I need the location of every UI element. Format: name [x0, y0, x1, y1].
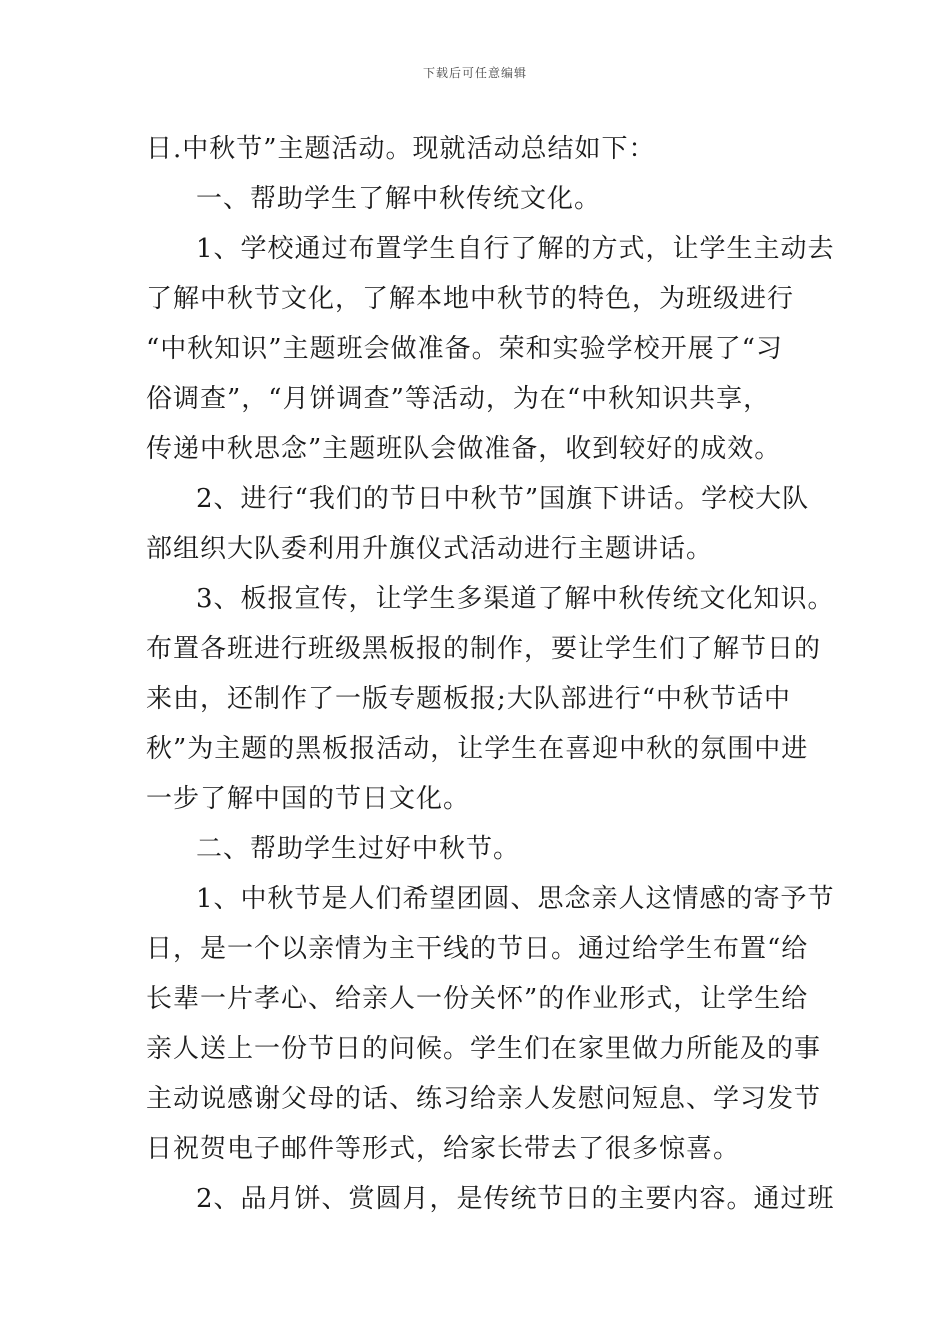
- text-line: 日.中秋节”主题活动。现就活动总结如下：: [146, 134, 656, 164]
- page-header: 下载后可任意编辑: [422, 66, 527, 80]
- text-line: 一、帮助学生了解中秋传统文化。: [196, 184, 602, 214]
- text-line: 二、帮助学生过好中秋节。: [196, 834, 521, 864]
- text-line: “中秋知识”主题班会做准备。荣和实验学校开展了“习: [146, 334, 783, 364]
- text-line: 布置各班进行班级黑板报的制作，要让学生们了解节日的: [146, 634, 822, 664]
- text-line: 秋”为主题的黑板报活动，让学生在喜迎中秋的氛围中进: [146, 734, 809, 764]
- text-line: 主动说感谢父母的话、练习给亲人发慰问短息、学习发节: [146, 1084, 822, 1114]
- text-line: 3、板报宣传，让学生多渠道了解中秋传统文化知识。: [196, 584, 835, 614]
- text-line: 1、学校通过布置学生自行了解的方式，让学生主动去: [196, 234, 835, 264]
- text-line: 了解中秋节文化，了解本地中秋节的特色，为班级进行: [146, 284, 795, 314]
- text-line: 2、进行“我们的节日中秋节”国旗下讲话。学校大队: [196, 484, 810, 514]
- text-line: 传递中秋思念”主题班队会做准备，收到较好的成效。: [146, 434, 782, 464]
- text-line: 日祝贺电子邮件等形式，给家长带去了很多惊喜。: [146, 1134, 741, 1164]
- text-line: 长辈一片孝心、给亲人一份关怀”的作业形式，让学生给: [146, 984, 809, 1014]
- text-line: 日，是一个以亲情为主干线的节日。通过给学生布置“给: [146, 934, 809, 964]
- text-line: 亲人送上一份节日的问候。学生们在家里做力所能及的事: [146, 1034, 822, 1064]
- text-line: 俗调查”，“月饼调查”等活动，为在“中秋知识共享，: [146, 384, 771, 414]
- text-line: 2、品月饼、赏圆月，是传统节日的主要内容。通过班: [196, 1184, 835, 1214]
- text-line: 一步了解中国的节日文化。: [146, 784, 471, 814]
- text-line: 部组织大队委利用升旗仪式活动进行主题讲话。: [146, 534, 714, 564]
- text-line: 1、中秋节是人们希望团圆、思念亲人这情感的寄予节: [196, 884, 835, 914]
- text-line: 来由，还制作了一版专题板报;大队部进行“中秋节话中: [146, 684, 792, 714]
